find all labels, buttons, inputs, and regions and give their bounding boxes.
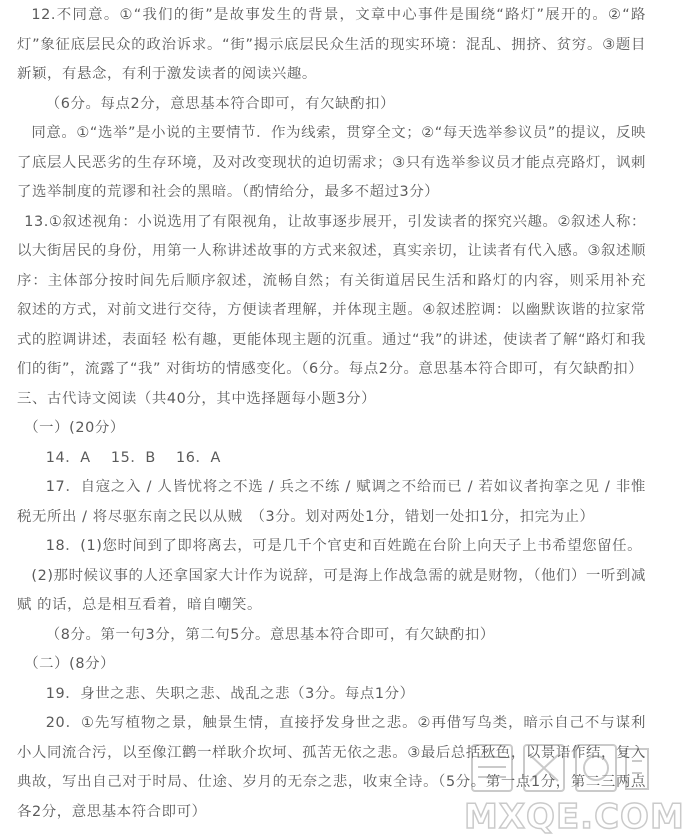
answer-20: 20．①先写植物之景，触景生情，直接抒发身世之悲。②再借写鸟类，暗示自己不与谋利小人同流合污，以至像江鹳一样耿介坎坷、孤苦无依之悲。③最后总括秋色，以景语作结，复入典故，写出自己对于时局、仕途、岁月的无奈之悲，收束全诗。（5分。第一点1分，第二三两点各2分，意思基本符合即可）: [17, 715, 646, 820]
answer-17: 17．自寇之入 / 人皆忧将之不选 / 兵之不练 / 赋调之不给而已 / 若如议者拘挛之见 / 非惟税无所出 / 将尽驱东南之民以从贼 （3分。划对两处1分，错划一处扣1分，扣完为止）: [17, 479, 646, 525]
subsection-1-heading: （一）(20分）: [24, 420, 125, 436]
answer-12-disagree: 12.不同意。①“我们的街”是故事发生的背景，文章中心事件是围绕“路灯”展开的。②“路灯”象征底层民众的政治诉求。“街”揭示底层民众生活的现实环境：混乱、拥挤、贫穷。③题目新颖，有悬念，有利于激发读者的阅读兴趣。: [17, 7, 646, 82]
scoring-note-12: （6分。每点2分，意思基本符合即可，有欠缺酌扣）: [45, 95, 396, 112]
answer-12-agree: 同意。①“选举”是小说的主要情节．作为线索，贯穿全文；②“每天选举参议员”的提议，反映了底层人民恶劣的生存环境，及对改变现状的迫切需求；③只有选举参议员才能点亮路灯，讽刺了选举制度的荒谬和社会的黑暗。（酌情给分，最多不超过3分）: [17, 125, 646, 200]
answer-18-2: (2)那时候议事的人还拿国家大计作为说辞，可是海上作战急需的就是财物，（他们）一听到减赋 的话，总是相互看着，暗自嘲笑。: [17, 567, 647, 613]
answer-13: 13.①叙述视角：小说选用了有限视角，让故事逐步展开，引发读者的探究兴趣。②叙述人称：以大街居民的身份，用第一人称讲述故事的方式来叙述，真实亲切，让读者有代入感。③叙述顺序：主体部分按时间先后顺序叙述，流畅自然；有关街道居民生活和路灯的内容，则采用补充叙述的方式，对前文进行交待，方便读者理解，并体现主题。④叙述腔调：以幽默诙谐的拉家常式的腔调讲述，表面轻 松有趣，更能体现主题的沉重。通过“我”的讲述，使读者了解“路灯和我们的街”，流露了“我” 对街坊的情感变化。（6分。每点2分。意思基本符合即可，有欠缺酌扣）: [17, 213, 646, 377]
scoring-note-18: （8分。第一句3分，第二句5分。意思基本符合即可，有欠缺酌扣）: [45, 626, 495, 643]
subsection-2-heading: （二）(8分）: [24, 656, 116, 672]
answer-18-1: 18．(1)您时间到了即将离去，可是几千个官吏和百姓跪在台阶上向天子上书希望您留任。: [45, 538, 643, 554]
section-3-heading: 三、古代诗文阅读（共40分，其中选择题每小题3分）: [17, 390, 377, 407]
answers-14-16: 14．A 15．B 16．A: [45, 449, 221, 466]
answer-19: 19．身世之悲、失职之悲、战乱之悲（3分。每点1分）: [45, 685, 415, 702]
watermark-text: MXQE.COM: [464, 796, 685, 837]
